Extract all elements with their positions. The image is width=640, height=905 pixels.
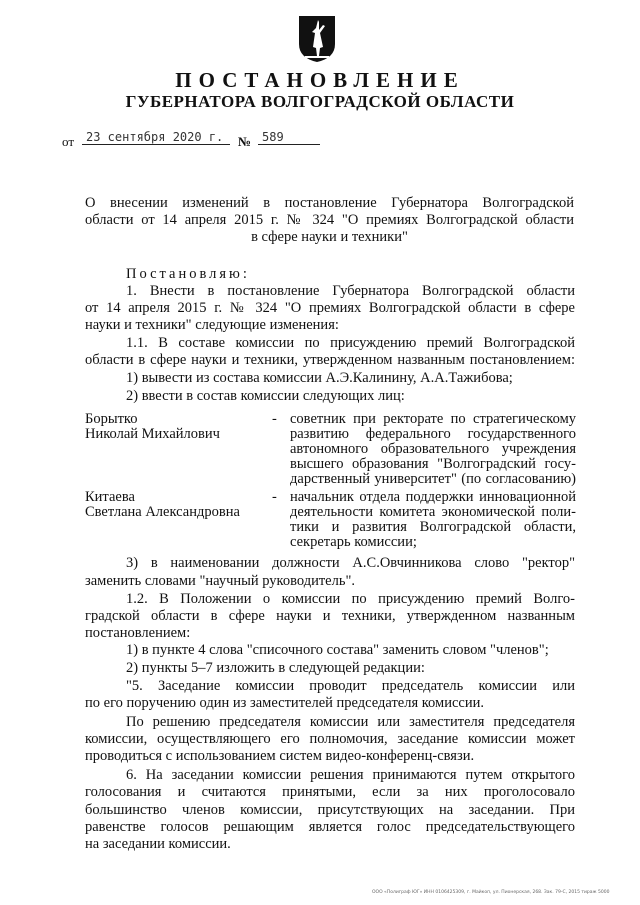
- person-1-role-1: советник при ректорате по стратегическому: [290, 411, 576, 427]
- person-1-dash: -: [272, 411, 277, 427]
- p5-line-1: "5. Заседание комиссии проводит председатель комиссии или: [126, 678, 575, 694]
- number-label: №: [238, 134, 252, 149]
- date-field: [82, 128, 230, 145]
- p12-line-2: градской области в сфере науки и техники, утвержденном названным: [85, 608, 575, 624]
- date-value: 23 сентября 2020 г.: [86, 130, 224, 144]
- person-2-names: Светлана Александровна: [85, 504, 240, 520]
- p11-line-1: 1.1. В составе комиссии по присуждению премий Волгоградской: [126, 335, 575, 351]
- p11-line-2: области в сфере науки и техники, утвержденном названным постановлением:: [85, 352, 575, 368]
- person-2-role-4: секретарь комиссии;: [290, 534, 417, 550]
- person-1-role-2: развитию федерального государственного: [290, 426, 576, 442]
- p6-line-1: 6. На заседании комиссии решения принимаются путем открытого: [126, 767, 575, 783]
- p5b-line-2: комиссии, осуществляющего его полномочия, заседание комиссии может: [85, 731, 575, 747]
- person-1-role-3: автономного образовательного учреждения: [290, 441, 576, 457]
- p6-line-4: равенстве голосов решающим является голос председательствующего: [85, 819, 575, 835]
- p12-line-3: постановлением:: [85, 625, 191, 641]
- person-1-role-4: высшего образования "Волгоградский госу-: [290, 456, 576, 472]
- person-2-role-3: тики и развития Волгоградской области,: [290, 519, 576, 535]
- item-3-line-1: 3) в наименовании должности А.С.Овчинникова слово "ректор": [126, 555, 575, 571]
- p6-line-3: большинство членов комиссии, присутствующих на заседании. При: [85, 802, 575, 818]
- p1-line-2: от 14 апреля 2015 г. № 324 "О премиях Волгоградской области в сфере: [85, 300, 575, 316]
- date-number-line: [62, 128, 562, 152]
- document-title: ПОСТАНОВЛЕНИЕ: [175, 68, 465, 92]
- p6-line-5: на заседании комиссии.: [85, 836, 231, 852]
- printer-imprint: ООО «Полиграф ЮГ» ИНН 0106425309, г. Майкоп, ул. Пионерская, 268. Зак. 79-С, 2015 тираж 5000: [372, 890, 610, 895]
- item-3-line-2: заменить словами "научный руководитель".: [85, 573, 355, 589]
- person-1-surname: Борытко: [85, 411, 138, 427]
- decree-word: Постановляю:: [126, 266, 250, 282]
- p12-item-2: 2) пункты 5–7 изложить в следующей редакции:: [126, 660, 425, 676]
- item-2: 2) ввести в состав комиссии следующих лиц:: [126, 388, 405, 404]
- document-subtitle: ГУБЕРНАТОРА ВОЛГОГРАДСКОЙ ОБЛАСТИ: [125, 92, 515, 111]
- subject-line-3: в сфере науки и техники": [251, 229, 408, 245]
- number-field: [258, 128, 320, 145]
- p5b-line-3: проводиться с использованием систем видео-конференц-связи.: [85, 748, 475, 764]
- person-2-role-1: начальник отдела поддержки инновационной: [290, 489, 576, 505]
- p5-line-2: по его поручению один из заместителей председателя комиссии.: [85, 695, 484, 711]
- p6-line-2: голосования и считаются принятыми, если за них проголосовало: [85, 784, 575, 800]
- subject-line-2: области от 14 апреля 2015 г. № 324 "О премиях Волгоградской области: [85, 212, 574, 228]
- item-1: 1) вывести из состава комиссии А.Э.Калинину, А.А.Тажибова;: [126, 370, 513, 386]
- person-1-names: Николай Михайлович: [85, 426, 220, 442]
- volgograd-emblem-icon: [297, 14, 337, 64]
- person-2-role-2: деятельности комитета экономической поли-: [290, 504, 576, 520]
- person-2-dash: -: [272, 489, 277, 505]
- p5b-line-1: По решению председателя комиссии или заместителя председателя: [126, 714, 575, 730]
- person-1-role-5: дарственный университет" (по согласованию): [290, 471, 576, 487]
- p12-item-1: 1) в пункте 4 слова "списочного состава" заменить словом "членов";: [126, 642, 549, 658]
- number-value: 589: [262, 130, 284, 144]
- subject-line-1: О внесении изменений в постановление Губернатора Волгоградской: [85, 195, 574, 211]
- p12-line-1: 1.2. В Положении о комиссии по присуждению премий Волго-: [126, 591, 575, 607]
- person-2-surname: Китаева: [85, 489, 135, 505]
- p1-line-1: 1. Внести в постановление Губернатора Волгоградской области: [126, 283, 575, 299]
- from-label: от: [62, 134, 75, 149]
- p1-line-3: науки и техники" следующие изменения:: [85, 317, 339, 333]
